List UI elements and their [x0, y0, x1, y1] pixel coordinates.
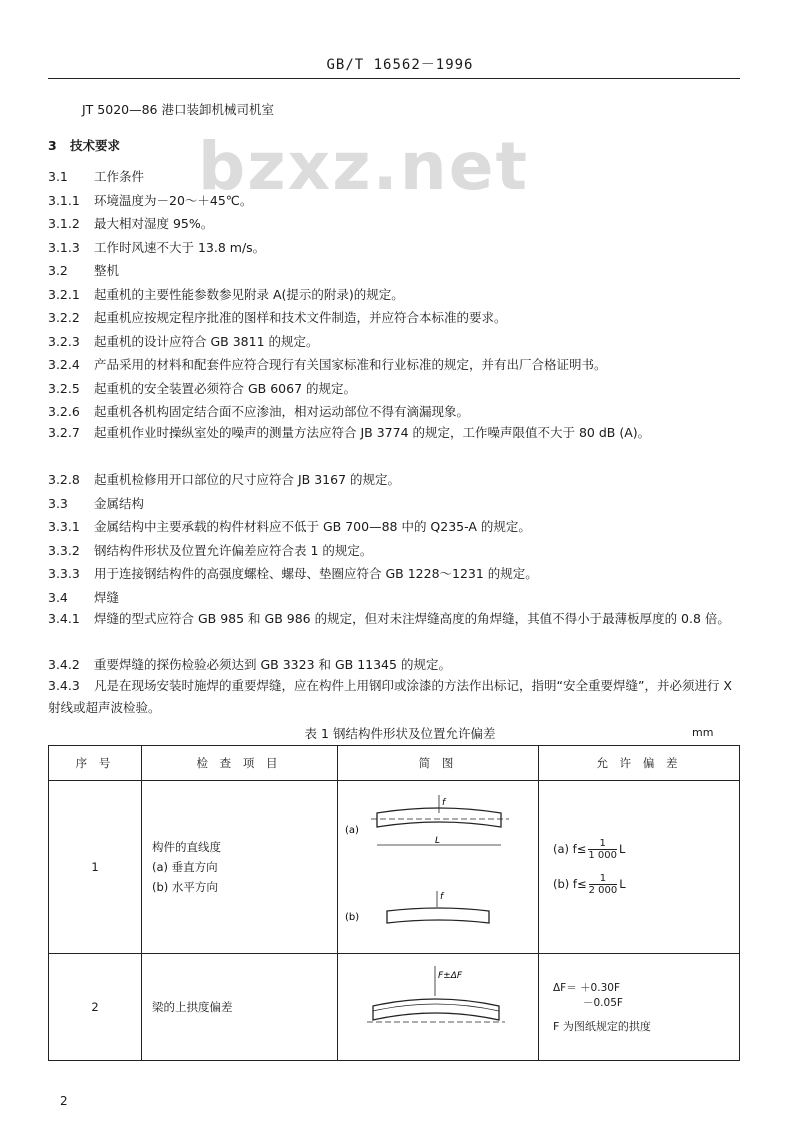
section-heading: 3 技术要求	[48, 138, 121, 153]
diagram-label-camber: F±ΔF	[438, 970, 463, 981]
clause-line: 3.2.5 起重机的安全装置必须符合 GB 6067 的规定。	[48, 381, 356, 396]
clause-line: 3.1.1 环境温度为－20～＋45℃。	[48, 193, 253, 208]
item-line: 构件的直线度	[152, 840, 221, 854]
clause-line: 3.1.2 最大相对湿度 95%。	[48, 216, 214, 231]
clause-line: 3.2.1 起重机的主要性能参数参见附录 A(提示的附录)的规定。	[48, 287, 404, 302]
tolerance-b: (b) f≤ $\frac{1}{2 000}$ L	[553, 873, 626, 896]
diagram-label-f: f	[442, 797, 446, 808]
item-line: (b) 水平方向	[152, 880, 218, 894]
tolerance-cell	[539, 954, 740, 1061]
clause-line: 3.2.4 产品采用的材料和配套件应符合现行有关国家标准和行业标准的规定，并有出厂合格证明书。	[48, 357, 607, 372]
tolerance-note: F 为图纸规定的拱度	[553, 1020, 651, 1033]
watermark: bzxz.net	[198, 128, 530, 205]
tolerance-line: －0.05F	[583, 997, 623, 1009]
row-items	[142, 954, 338, 1061]
camber-diagram	[339, 956, 535, 1056]
row-items	[142, 781, 338, 954]
item-line: (a) 垂直方向	[152, 860, 218, 874]
tolerance-line: ΔF＝ ＋0.30F	[553, 982, 620, 994]
diagram-label-b: (b)	[345, 911, 360, 923]
clause-line: 3.3 金属结构	[48, 496, 145, 511]
diagram-label-a: (a)	[345, 824, 359, 836]
diagram-label-f-b: f	[440, 891, 444, 902]
item-line: 梁的上拱度偏差	[152, 1000, 233, 1014]
header-item: 检 查 项 目	[142, 746, 338, 781]
clause-line: 3.2.8 起重机检修用开口部位的尺寸应符合 JB 3167 的规定。	[48, 472, 400, 487]
camber-beam-shape	[373, 999, 499, 1020]
tolerance-cell	[539, 781, 740, 954]
row-no: 2	[49, 954, 142, 1061]
reference-line: JT 5020—86 港口装卸机械司机室	[82, 102, 274, 117]
clause-line: 3.3.3 用于连接钢结构件的高强度螺栓、螺母、垫圈应符合 GB 1228～1231 的规定。	[48, 566, 538, 581]
clause-line: 3.4 焊缝	[48, 590, 120, 605]
row-no: 1	[49, 781, 142, 954]
header-rule	[48, 78, 740, 79]
fraction: $\frac{1}{1 000}$	[588, 838, 618, 861]
table-caption: 表 1 钢结构件形状及位置允许偏差	[304, 726, 496, 741]
table-header-row	[49, 746, 740, 781]
table-row	[49, 954, 740, 1061]
clause-line: 3.1.3 工作时风速不大于 13.8 m/s。	[48, 240, 266, 255]
page-number: 2	[60, 1094, 68, 1108]
clause-line: 3.4.2 重要焊缝的探伤检验必须达到 GB 3323 和 GB 11345 的规定。	[48, 657, 451, 672]
clause-line: 3.2.6 起重机各机构固定结合面不应渗油，相对运动部位不得有滴漏现象。	[48, 404, 470, 419]
table-row	[49, 781, 740, 954]
clause-line: 3.2.2 起重机应按规定程序批准的图样和技术文件制造，并应符合本标准的要求。	[48, 310, 507, 325]
fraction: $\frac{1}{2 000}$	[588, 873, 618, 896]
header-tolerance: 允 许 偏 差	[539, 746, 740, 781]
clause-line: 3.1 工作条件	[48, 169, 145, 184]
clause-line: 3.3.1 金属结构中主要承载的构件材料应不低于 GB 700—88 中的 Q235-A 的规定。	[48, 519, 531, 534]
tolerance-a: (a) f≤ $\frac{1}{1 000}$ L	[553, 838, 626, 861]
diagram-cell	[338, 954, 539, 1061]
standard-header: GB/T 16562－1996	[326, 57, 474, 73]
camber-beam-inner	[373, 1004, 499, 1011]
clause-line: 3.4.1 焊缝的型式应符合 GB 985 和 GB 986 的规定，但对未注焊缝高度的角焊缝，其值不得小于最薄板厚度的 0.8 倍。	[48, 611, 730, 626]
clause-line: 3.2.7 起重机作业时操纵室处的噪声的测量方法应符合 JB 3774 的规定，工作噪声限值不大于 80 dB (A)。	[48, 425, 651, 440]
clause-line: 3.2 整机	[48, 263, 120, 278]
diagram-label-L: L	[435, 835, 441, 846]
beam-b-shape	[387, 908, 489, 923]
diagram-cell	[338, 781, 539, 954]
header-no: 序 号	[49, 746, 142, 781]
header-diagram: 简 图	[338, 746, 539, 781]
straightness-diagram	[339, 783, 535, 949]
table-unit: mm	[692, 726, 714, 739]
tolerance-table	[48, 745, 740, 1061]
clause-line: 3.3.2 钢结构件形状及位置允许偏差应符合表 1 的规定。	[48, 543, 373, 558]
clause-line: 3.2.3 起重机的设计应符合 GB 3811 的规定。	[48, 334, 319, 349]
clause-line: 3.4.3 凡是在现场安装时施焊的重要焊缝，应在构件上用钢印或涂漆的方法作出标记，指明“安全重要焊缝”，并必须进行 X 射线或超声波检验。	[48, 678, 732, 715]
